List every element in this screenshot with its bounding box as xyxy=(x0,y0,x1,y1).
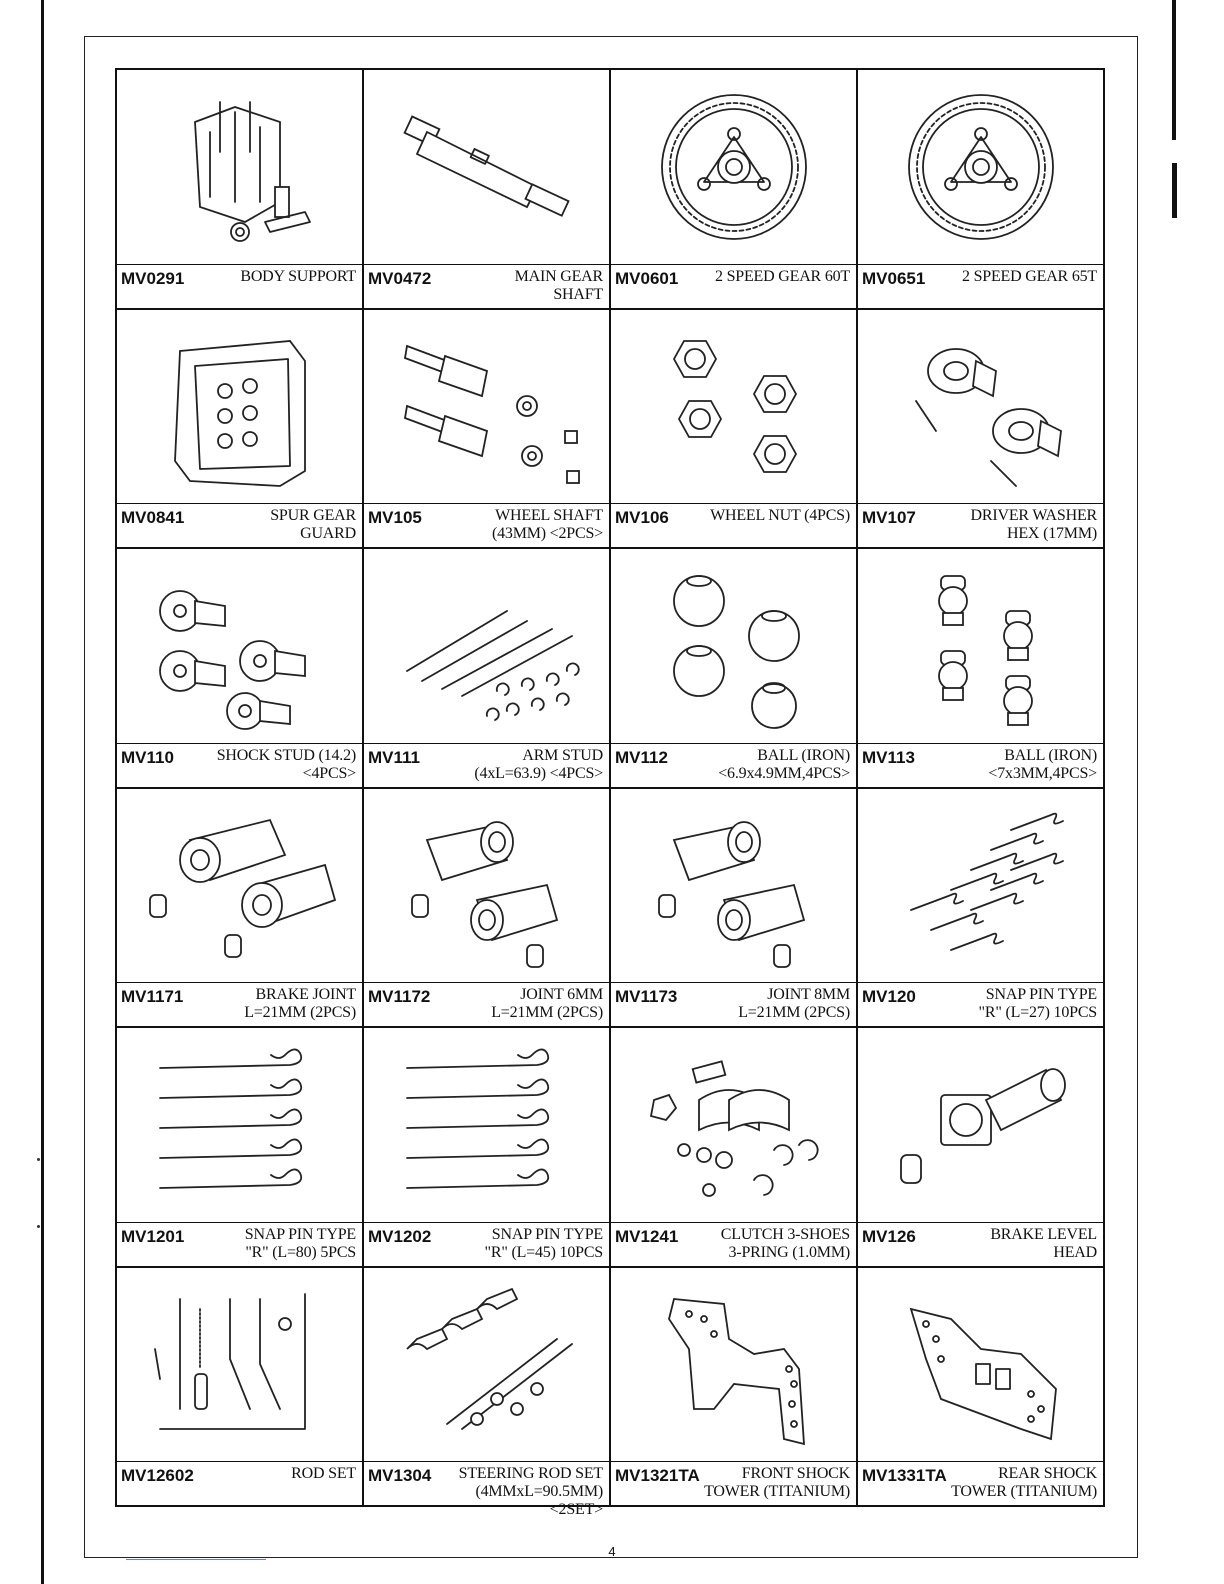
long-snap-pin-icon xyxy=(364,1028,609,1222)
clutch-icon xyxy=(611,1028,856,1222)
shock-tower-icon xyxy=(611,1268,856,1462)
part-description: FRONT SHOCK TOWER (TITANIUM) xyxy=(704,1465,850,1500)
part-caption xyxy=(364,743,609,787)
part-code: MV0651 xyxy=(862,268,926,288)
driver-washer-icon xyxy=(858,310,1103,504)
part-cell xyxy=(858,1268,1105,1508)
part-cell xyxy=(364,1268,611,1518)
part-description: 2 SPEED GEAR 60T xyxy=(714,267,850,285)
part-description: MAIN GEAR SHAFT xyxy=(514,267,603,303)
part-code: MV0601 xyxy=(615,268,679,288)
gear-icon xyxy=(611,70,856,264)
part-caption xyxy=(117,982,362,1026)
part-caption xyxy=(364,1461,609,1518)
gear-guard-icon xyxy=(117,310,362,504)
part-description: BODY SUPPORT xyxy=(240,267,356,285)
part-cell xyxy=(117,1028,364,1268)
part-cell xyxy=(364,70,611,310)
part-description: WHEEL SHAFT (43MM) <2PCS> xyxy=(491,507,603,542)
part-description: BRAKE LEVEL HEAD xyxy=(990,1225,1097,1261)
brake-joint-icon xyxy=(117,789,362,983)
part-cell xyxy=(117,789,364,1029)
part-description: STEERING ROD SET (4MMxL=90.5MM) <2SET> xyxy=(458,1465,603,1518)
scan-edge-left xyxy=(41,0,44,1584)
part-caption xyxy=(858,503,1103,547)
part-caption xyxy=(364,1222,609,1266)
joint-icon xyxy=(364,789,609,983)
ball-stud-icon xyxy=(858,549,1103,743)
scan-speck xyxy=(37,1225,40,1228)
part-cell xyxy=(611,549,858,789)
part-cell xyxy=(858,549,1105,789)
part-caption xyxy=(611,743,856,787)
part-code: MV1172 xyxy=(368,987,431,1006)
part-cell xyxy=(117,70,364,310)
part-code: MV1202 xyxy=(368,1226,432,1246)
brake-head-icon xyxy=(858,1028,1103,1222)
part-code: MV110 xyxy=(121,747,174,767)
part-code: MV112 xyxy=(615,747,668,767)
part-description: SHOCK STUD (14.2) <4PCS> xyxy=(216,746,356,782)
part-code: MV0841 xyxy=(121,508,185,527)
part-description: BALL (IRON) <6.9x4.9MM,4PCS> xyxy=(718,746,850,782)
part-caption xyxy=(858,264,1103,308)
rod-set-icon xyxy=(117,1268,362,1462)
part-code: MV1304 xyxy=(368,1466,432,1485)
part-caption xyxy=(611,503,856,547)
part-cell xyxy=(364,310,611,550)
part-code: MV105 xyxy=(368,508,422,527)
part-cell xyxy=(858,70,1105,310)
gear-icon xyxy=(858,70,1103,264)
part-description: SPUR GEAR GUARD xyxy=(270,507,356,542)
part-cell xyxy=(858,310,1105,550)
rear-shock-tower-icon xyxy=(858,1268,1103,1462)
part-caption xyxy=(858,743,1103,787)
footer-rule xyxy=(126,1559,266,1560)
parts-grid xyxy=(115,68,1105,1518)
part-description: SNAP PIN TYPE "R" (L=80) 5PCS xyxy=(244,1225,356,1261)
scan-edge-right-lower xyxy=(1172,163,1177,218)
part-caption xyxy=(611,1461,856,1505)
part-caption xyxy=(611,982,856,1026)
part-code: MV1201 xyxy=(121,1226,185,1246)
part-cell xyxy=(364,549,611,789)
part-description: BALL (IRON) <7x3MM,4PCS> xyxy=(988,746,1097,782)
shaft-icon xyxy=(364,70,609,264)
snap-pin-icon xyxy=(858,789,1103,983)
part-code: MV1173 xyxy=(615,987,678,1006)
part-code: MV1241 xyxy=(615,1226,679,1246)
part-cell xyxy=(611,1268,858,1508)
hex-nut-icon xyxy=(611,310,856,504)
part-caption xyxy=(117,1461,362,1505)
body-support-icon xyxy=(117,70,362,264)
part-cell xyxy=(117,549,364,789)
part-description: CLUTCH 3-SHOES 3-PRING (1.0MM) xyxy=(720,1225,850,1261)
part-code: MV12602 xyxy=(121,1466,194,1485)
part-code: MV1331TA xyxy=(862,1466,947,1485)
long-snap-pin-icon xyxy=(117,1028,362,1222)
part-code: MV1321TA xyxy=(615,1466,700,1485)
part-caption xyxy=(117,743,362,787)
part-code: MV0472 xyxy=(368,268,432,288)
part-code: MV0291 xyxy=(121,268,185,288)
part-cell xyxy=(117,310,364,550)
part-code: MV107 xyxy=(862,508,916,527)
part-cell xyxy=(611,310,858,550)
part-description: ROD SET xyxy=(291,1465,356,1482)
scan-edge-right xyxy=(1172,0,1176,140)
part-caption xyxy=(858,982,1103,1026)
part-code: MV1171 xyxy=(121,987,184,1006)
part-cell xyxy=(611,70,858,310)
part-caption xyxy=(858,1222,1103,1266)
part-cell xyxy=(364,789,611,1029)
part-code: MV106 xyxy=(615,508,669,527)
part-cell xyxy=(364,1028,611,1268)
part-cell xyxy=(611,1028,858,1268)
ball-icon xyxy=(611,549,856,743)
part-code: MV111 xyxy=(368,747,420,767)
joint-icon xyxy=(611,789,856,983)
part-cell xyxy=(858,1028,1105,1268)
part-description: SNAP PIN TYPE "R" (L=45) 10PCS xyxy=(484,1225,603,1261)
part-code: MV113 xyxy=(862,747,915,767)
part-cell xyxy=(858,789,1105,1029)
page-number: 4 xyxy=(608,1544,616,1559)
part-caption xyxy=(611,264,856,308)
part-description: ARM STUD (4xL=63.9) <4PCS> xyxy=(474,746,603,782)
part-description: REAR SHOCK TOWER (TITANIUM) xyxy=(951,1465,1097,1500)
part-description: JOINT 6MM L=21MM (2PCS) xyxy=(491,986,603,1021)
part-cell xyxy=(117,1268,364,1508)
part-description: SNAP PIN TYPE "R" (L=27) 10PCS xyxy=(978,986,1097,1021)
part-description: BRAKE JOINT L=21MM (2PCS) xyxy=(244,986,356,1021)
part-description: 2 SPEED GEAR 65T xyxy=(961,267,1097,285)
wheel-shaft-icon xyxy=(364,310,609,504)
part-caption xyxy=(117,1222,362,1266)
scan-speck xyxy=(37,1158,40,1161)
part-caption xyxy=(611,1222,856,1266)
part-description: JOINT 8MM L=21MM (2PCS) xyxy=(738,986,850,1021)
part-caption xyxy=(117,503,362,547)
steering-rod-icon xyxy=(364,1268,609,1462)
part-code: MV126 xyxy=(862,1226,916,1246)
part-caption xyxy=(858,1461,1103,1505)
part-description: WHEEL NUT (4PCS) xyxy=(710,507,850,524)
part-cell xyxy=(611,789,858,1029)
part-caption xyxy=(364,982,609,1026)
part-caption xyxy=(117,264,362,308)
part-code: MV120 xyxy=(862,987,916,1006)
shock-stud-icon xyxy=(117,549,362,743)
part-caption xyxy=(364,264,609,308)
arm-stud-icon xyxy=(364,549,609,743)
part-description: DRIVER WASHER HEX (17MM) xyxy=(970,507,1097,542)
part-caption xyxy=(364,503,609,547)
